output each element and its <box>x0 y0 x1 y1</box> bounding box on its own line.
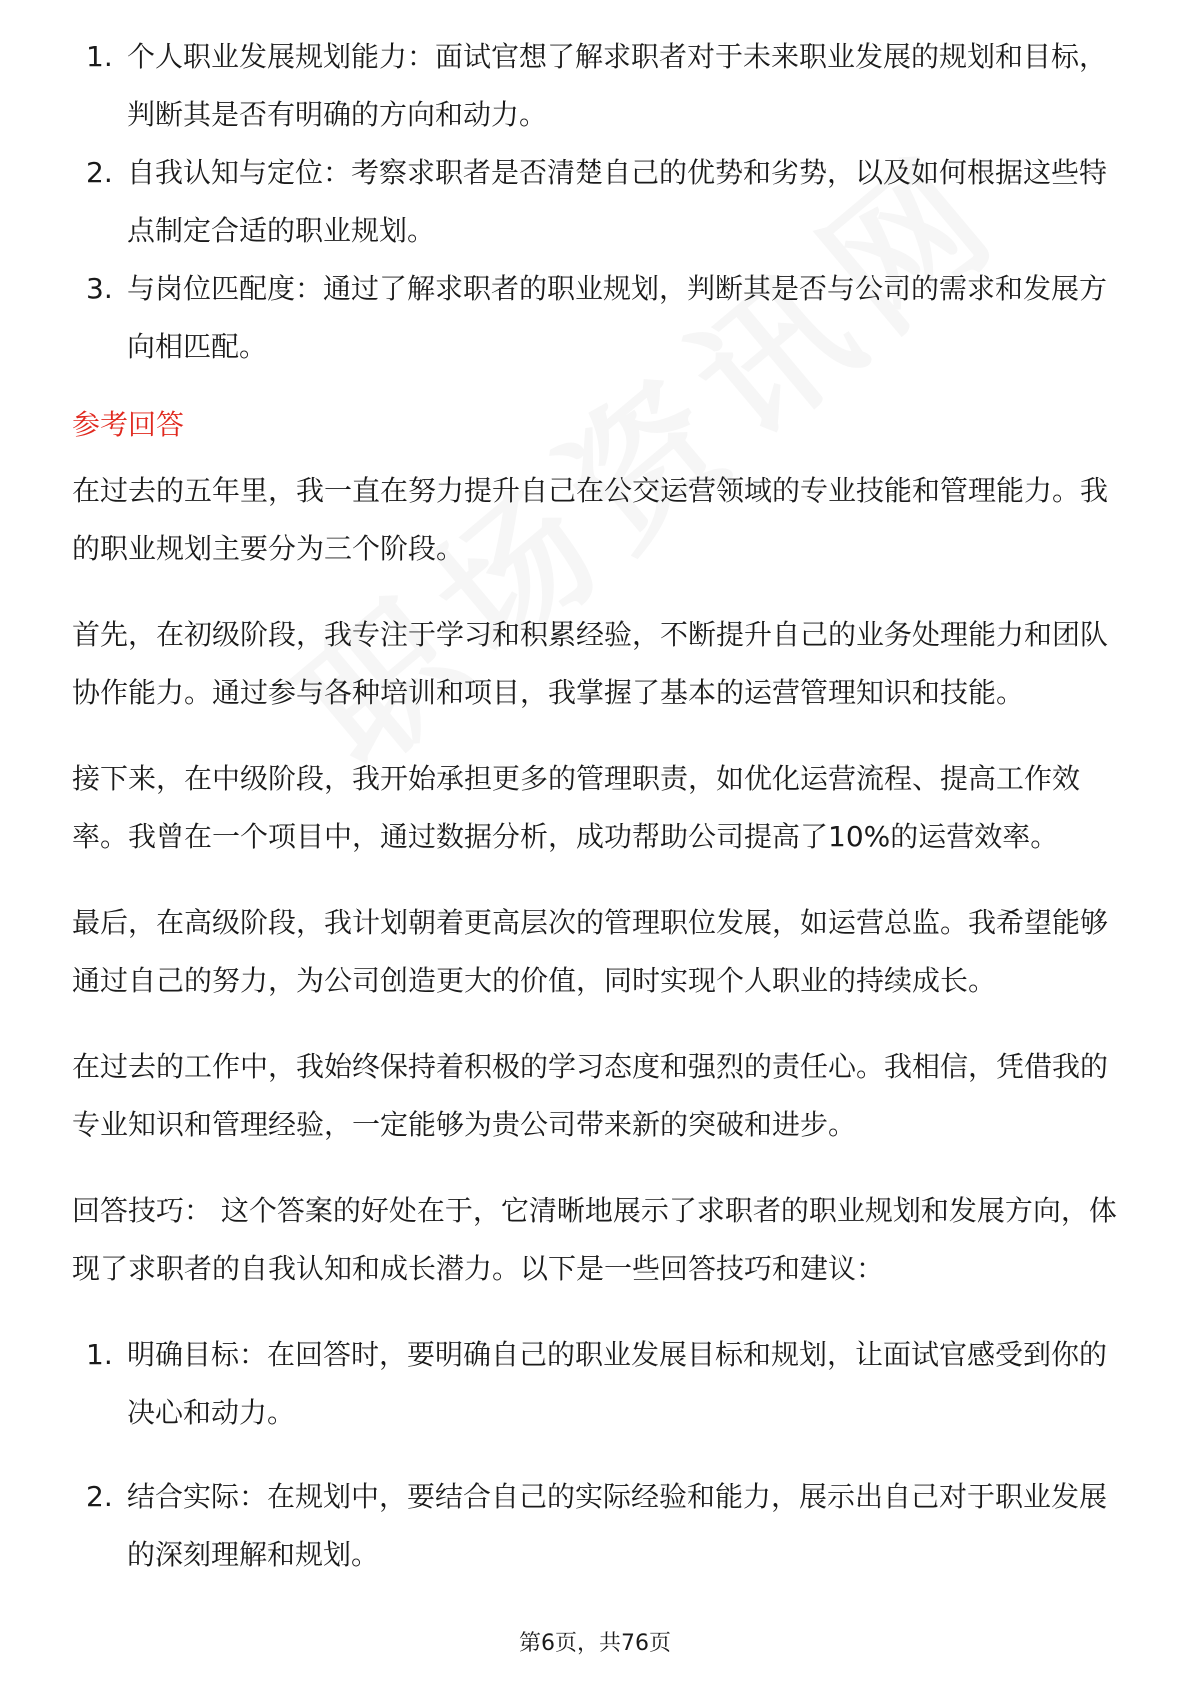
top-list <box>72 28 1122 376</box>
paragraph: 接下来，在中级阶段，我开始承担更多的管理职责，如优化运营流程、提高工作效率。我曾在一个项目中，通过数据分析，成功帮助公司提高了10%的运营效率。 <box>72 762 1081 853</box>
list-number: 1. <box>86 40 113 73</box>
list-number: 3. <box>86 272 113 305</box>
list-item <box>72 144 1122 260</box>
paragraph: 在过去的五年里，我一直在努力提升自己在公交运营领域的专业技能和管理能力。我的职业规划主要分为三个阶段。 <box>72 474 1109 565</box>
list-item <box>72 260 1122 376</box>
list-item <box>72 28 1122 144</box>
page-number-footer: 第6页，共76页 <box>519 1631 671 1656</box>
paragraph: 回答技巧： 这个答案的好处在于，它清晰地展示了求职者的职业规划和发展方向，体现了求职者的自我认知和成长潜力。以下是一些回答技巧和建议： <box>72 1194 1117 1285</box>
list-number: 2. <box>86 156 113 189</box>
list-item <box>72 1326 1122 1442</box>
section-title: 参考回答 <box>72 408 185 441</box>
tips-list <box>72 1326 1122 1584</box>
paragraph: 在过去的工作中，我始终保持着积极的学习态度和强烈的责任心。我相信，凭借我的专业知识和管理经验，一定能够为贵公司带来新的突破和进步。 <box>72 1050 1109 1141</box>
list-text: 个人职业发展规划能力：面试官想了解求职者对于未来职业发展的规划和目标，判断其是否有明确的方向和动力。 <box>127 40 1108 131</box>
list-text: 明确目标：在回答时，要明确自己的职业发展目标和规划，让面试官感受到你的决心和动力。 <box>127 1338 1108 1429</box>
list-item <box>72 1468 1122 1584</box>
list-number: 2. <box>86 1480 113 1513</box>
page-content <box>72 38 1122 1610</box>
list-text: 与岗位匹配度：通过了解求职者的职业规划，判断其是否与公司的需求和发展方向相匹配。 <box>127 272 1108 363</box>
list-number: 1. <box>86 1338 113 1371</box>
paragraph: 最后，在高级阶段，我计划朝着更高层次的管理职位发展，如运营总监。我希望能够通过自己的努力，为公司创造更大的价值，同时实现个人职业的持续成长。 <box>72 906 1109 997</box>
list-text: 自我认知与定位：考察求职者是否清楚自己的优势和劣势，以及如何根据这些特点制定合适的职业规划。 <box>127 156 1108 247</box>
paragraph: 首先，在初级阶段，我专注于学习和积累经验，不断提升自己的业务处理能力和团队协作能力。通过参与各种培训和项目，我掌握了基本的运营管理知识和技能。 <box>72 618 1109 709</box>
list-text: 结合实际：在规划中，要结合自己的实际经验和能力，展示出自己对于职业发展的深刻理解和规划。 <box>127 1480 1108 1571</box>
